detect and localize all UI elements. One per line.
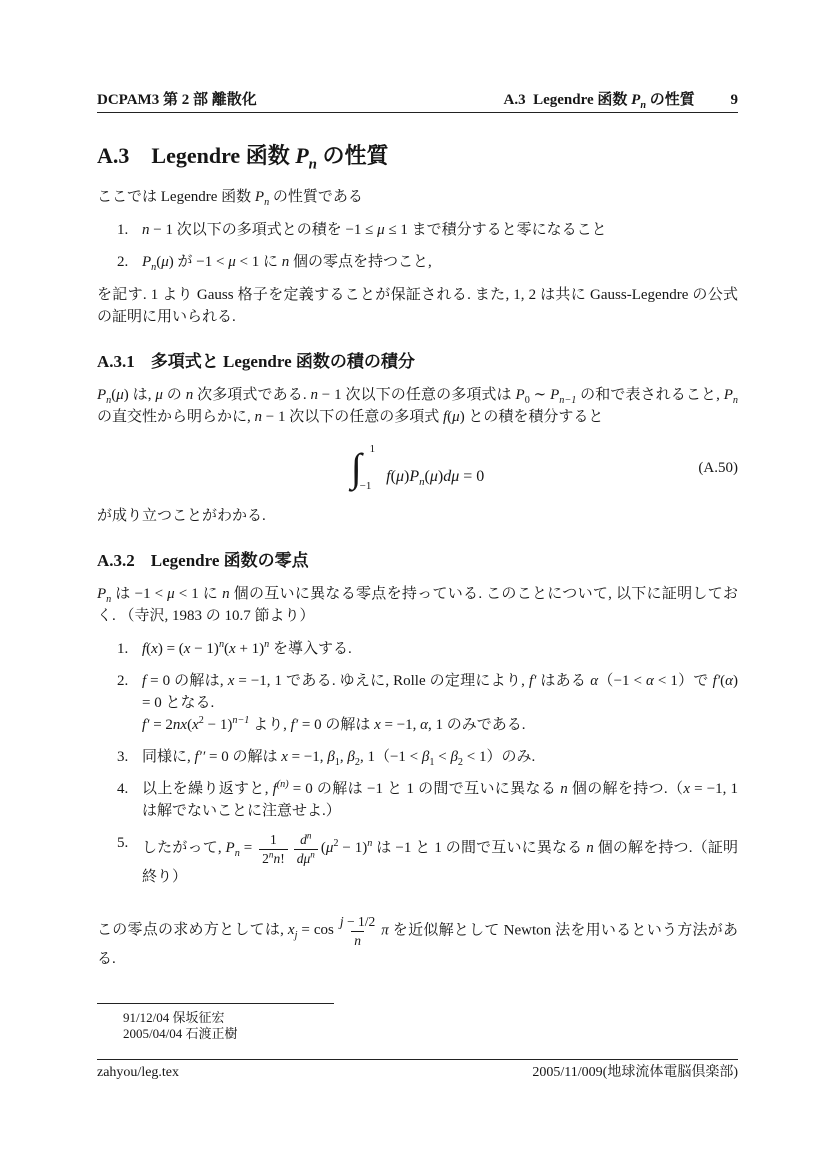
- equation-number: (A.50): [698, 459, 738, 476]
- integral-upper-limit: 1: [369, 443, 376, 455]
- fraction-numerator: j − 1/2: [339, 914, 376, 930]
- list-item-text: 同様に, f′′ = 0 の解は x = −1, $\beta_1$, $\beta_2$, $1(-1 < \beta_1 < \beta_2 < 1)$のみ.: [142, 749, 536, 768]
- list-item: [97, 219, 738, 241]
- list-item: [97, 778, 738, 822]
- section-title: A.3 Legendre 函数 $P_n$ の性質: [97, 143, 389, 173]
- equation-body: $f(\mu)P_n(\mu)d\mu = 0$: [386, 468, 485, 489]
- list-item: [97, 251, 738, 273]
- fraction-denominator: 2$^n$n!: [259, 849, 288, 867]
- paragraph-holds: が成り立つことがわかる.: [97, 508, 266, 524]
- footer-filename: zahyou/leg.tex: [97, 1065, 180, 1080]
- list-item-text: [142, 670, 738, 736]
- list-item: [97, 832, 738, 888]
- list-item-text: 以上を繰り返すと, $f^{(n)} = 0$ の解は −1 と 1 の間で互いに異なる n 個の解を持つ.（x = −1, 1 は解でないことに注意せよ.）: [142, 779, 738, 819]
- header-right: [503, 91, 738, 110]
- equation-main: [351, 444, 485, 492]
- footnote-line: 91/12/04 保坂征宏: [123, 1010, 225, 1025]
- item5-post: $(\mu^2 - 1)^n$ は −1 と 1 の間で互いに異なる n 個の解を持つ.（証明終り）: [142, 838, 738, 886]
- integral-lower-limit: −1: [359, 480, 372, 492]
- paragraph-orthogonality: $P_n(\mu)$ は, μ の n 次多項式である. n − 1 次以下の任意の多項式は $P_0$ ∼ $P_{n-1}$ の和で表されること, $P_n$ の直交性から明らかに, n − 1 次以下の任意の多項式 f(μ) との積を積分すると: [97, 387, 738, 425]
- page-content: [97, 0, 738, 1169]
- list-item-number: 2.: [117, 254, 129, 270]
- integral-sign: [351, 444, 375, 492]
- subsection-number: A.3.1: [97, 352, 135, 371]
- fraction: [337, 914, 378, 948]
- list-item-line: f = 0 の解は, x = −1, 1 である. ゆえに, Rolle の定理により, f′ はある α（−1 < α < 1）で f′(α) = 0 となる.: [142, 673, 738, 711]
- subsection-heading-a32: [97, 549, 738, 572]
- fraction-numerator: $d^n$: [300, 830, 312, 847]
- list-item: [97, 638, 738, 660]
- paragraph-zeros: $P_n$ は −1 < μ < 1 に n 個の互いに異なる零点を持っている. このことについて, 以下に証明しておく. （寺沢, 1983 の 10.7 節より）: [97, 586, 738, 624]
- list-item: [97, 670, 738, 736]
- list-item-line: $f' = 2nx(x^2 - 1)^{n-1}$ より, f′ = 0 の解は x = −1, α, 1 のみである.: [142, 715, 526, 733]
- footer-credit: 2005/11/009(地球流体電脳倶楽部): [532, 1065, 738, 1080]
- footnote-rule: [97, 1003, 334, 1004]
- list-item-text: n − 1 次以下の多項式との積を −1 ≤ μ ≤ 1 まで積分すると零になること: [142, 222, 607, 238]
- integral-limits: [359, 443, 376, 492]
- list-item: [97, 746, 738, 768]
- list-item-number: 1.: [117, 641, 129, 657]
- footnote-line: 2005/04/04 石渡正樹: [123, 1026, 238, 1041]
- list-item-number: 4.: [117, 781, 129, 797]
- header-left-title: DCPAM3 第 2 部 離散化: [97, 92, 257, 108]
- list-item-number: 2.: [117, 673, 129, 689]
- equation-a50: [97, 442, 738, 494]
- page-footer: [97, 1059, 738, 1082]
- proof-list: [97, 638, 738, 888]
- subsection-number: A.3.2: [97, 551, 135, 570]
- fraction-denominator: $d\mu^n$: [294, 849, 318, 867]
- paragraph-gauss-grid: を記す. 1 より Gauss 格子を定義することが保証される. また, 1, 2 は共に Gauss-Legendre の公式の証明に用いられる.: [97, 287, 738, 325]
- newton-pre: この零点の求め方としては, $x_j = \cos$: [97, 922, 334, 942]
- running-header: [97, 91, 738, 113]
- list-item-text: $P_n(\mu)$ が −1 < μ < 1 に n 個の零点を持つこと,: [142, 254, 432, 273]
- list-item-number: 1.: [117, 222, 129, 238]
- newton-post: π を近似解として Newton 法を用いるという方法がある.: [97, 922, 738, 968]
- page-number: 9: [730, 92, 738, 108]
- list-item-text: $f(x) = (x - 1)^n(x + 1)^n$ を導入する.: [142, 639, 352, 657]
- fraction: [294, 832, 318, 866]
- item5-pre: したがって, $P_n$ =: [142, 840, 257, 860]
- integral-glyph: ∫: [350, 445, 362, 490]
- list-item-number: 3.: [117, 749, 129, 765]
- list-item-number: 5.: [117, 835, 129, 851]
- footnote-block: [97, 1003, 738, 1042]
- fraction: [259, 832, 288, 866]
- fraction-numerator: 1: [270, 832, 277, 847]
- subsection-heading-a31: [97, 350, 738, 373]
- subsection-title: 多項式と Legendre 函数の積の積分: [150, 352, 415, 371]
- list-item-text: [142, 832, 738, 888]
- property-list: [97, 219, 738, 273]
- fraction-denominator: n: [351, 931, 364, 949]
- intro-paragraph: ここでは Legendre 函数 $P_n$ の性質である: [97, 189, 363, 208]
- subsection-title: Legendre 函数の零点: [150, 551, 309, 570]
- header-section-title: A.3 Legendre 函数 $P_n$ の性質: [503, 92, 695, 111]
- paragraph-newton: [97, 914, 738, 970]
